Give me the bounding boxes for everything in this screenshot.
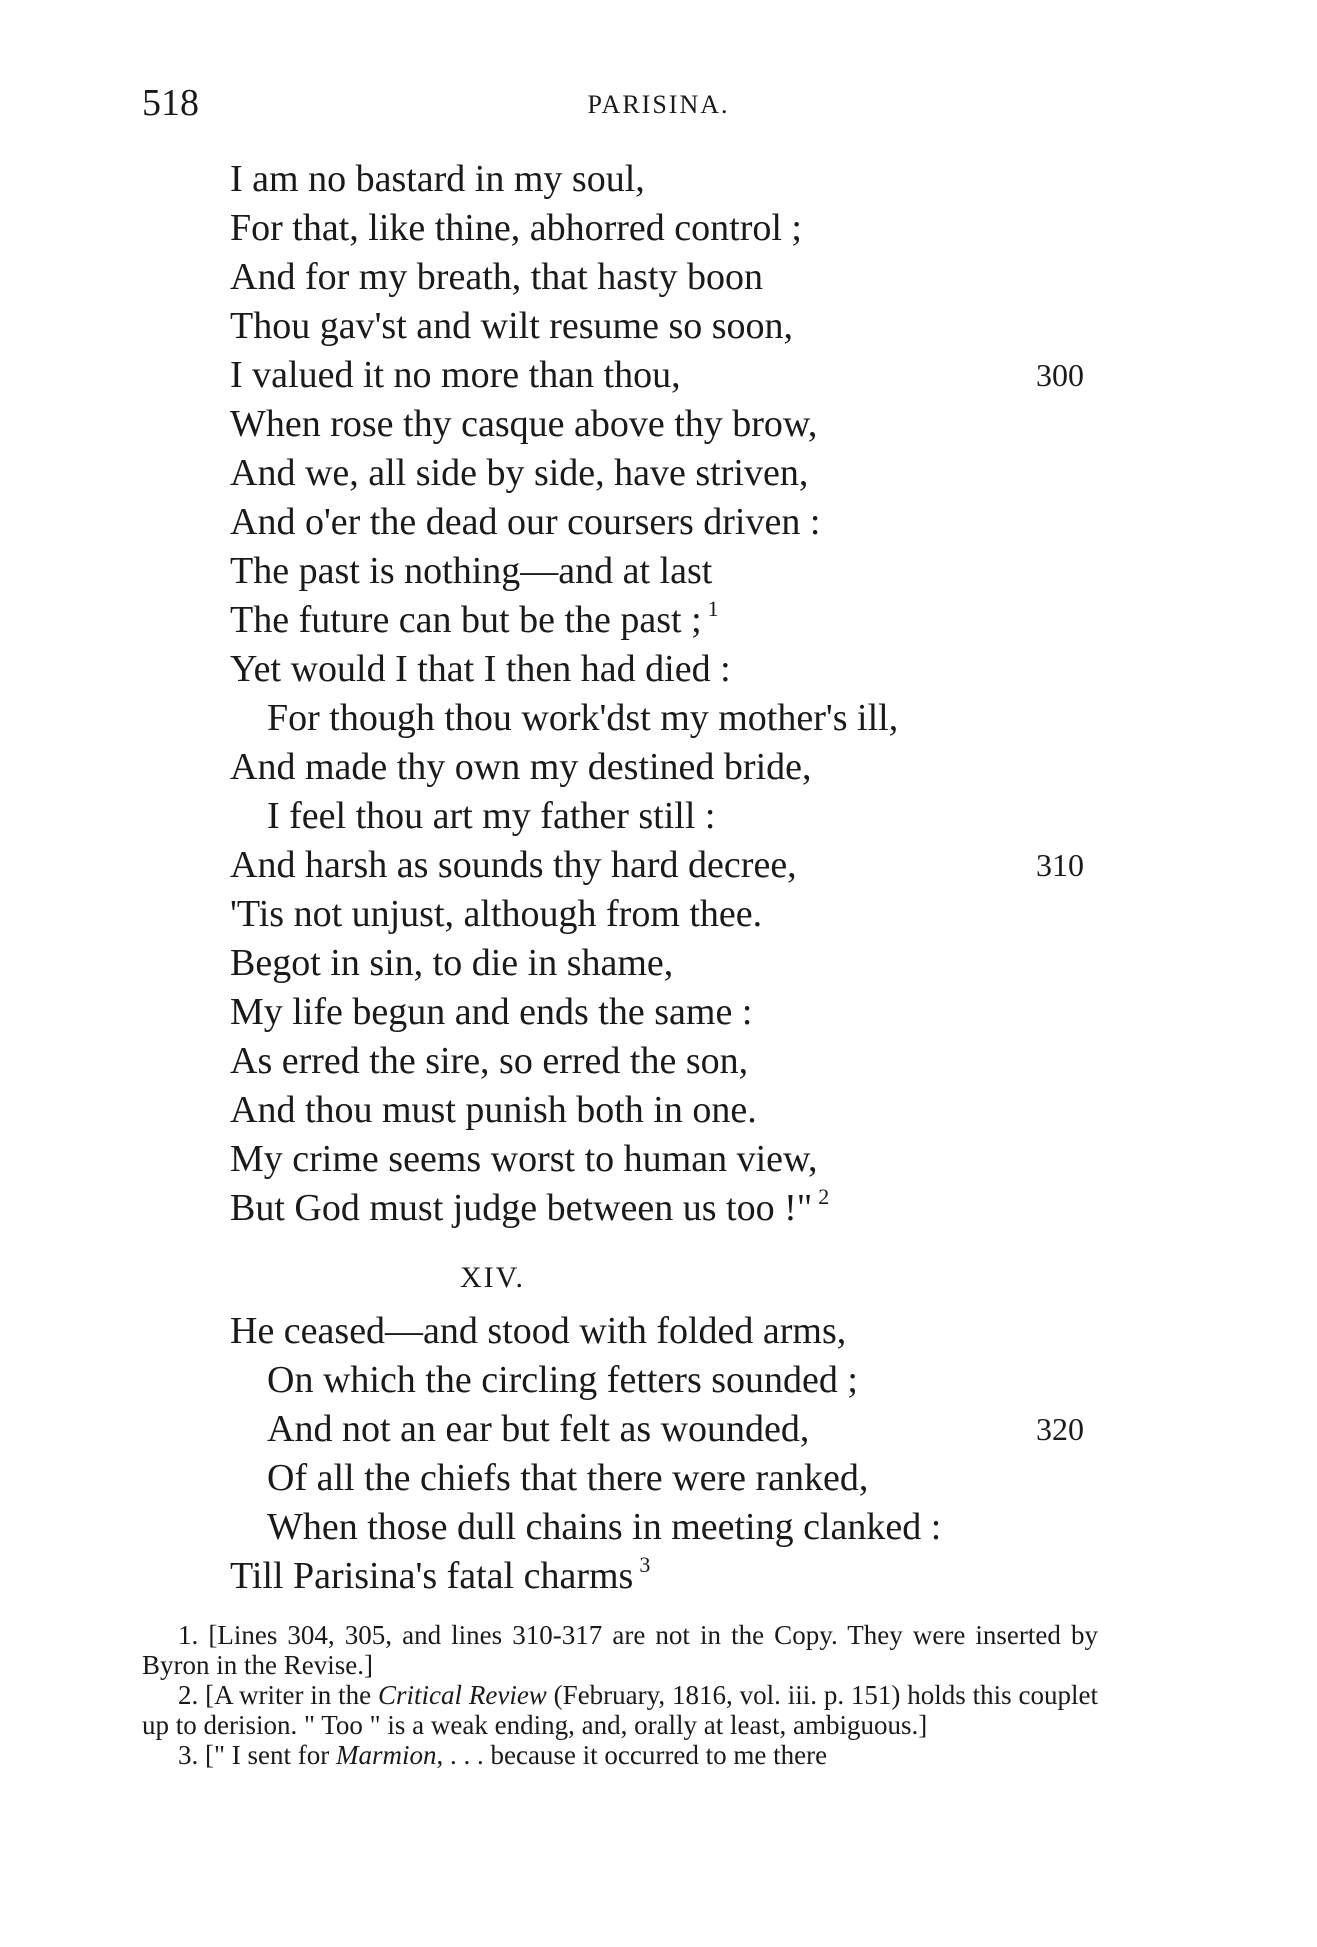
poem-line: For though thou work'dst my mother's ill, (267, 697, 899, 739)
footnotes (142, 1620, 1098, 1770)
poem-line: My life begun and ends the same : (230, 991, 753, 1033)
poem-line: The future can but be the past ; $^1$ (230, 596, 719, 641)
poem-line: I feel thou art my father still : (267, 795, 716, 837)
footnote-2: 2. [A writer in the Critical Review (February, 1816, vol. iii. p. 151) holds this couplet up to derision. " Too " is a weak ending, and, orally at least, ambiguous.] (142, 1680, 1098, 1740)
page-number: 518 (142, 82, 199, 124)
line-number: 320 (1036, 1411, 1084, 1447)
section-heading: XIV. (460, 1261, 525, 1294)
poem-line: And not an ear but felt as wounded, 320 (230, 1405, 1130, 1454)
poem-line: And made thy own my destined bride, (230, 746, 812, 788)
footnote-1: 1. [Lines 304, 305, and lines 310-317 are not in the Copy. They were inserted by Byron in the Revise.] (142, 1620, 1098, 1680)
poem-line: For that, like thine, abhorred control ; (230, 207, 802, 249)
poem-line: Thou gav'st and wilt resume so soon, (230, 305, 794, 347)
poem-line: Yet would I that I then had died : (230, 648, 731, 690)
poem-line: And o'er the dead our coursers driven : (230, 501, 821, 543)
cited-title: Critical Review (378, 1680, 547, 1710)
poem-line: And we, all side by side, have striven, (230, 452, 809, 494)
line-number: 310 (1036, 847, 1084, 883)
footnote-marker: 3 (639, 1552, 651, 1577)
poem-line: 'Tis not unjust, although from thee. (230, 893, 763, 935)
poem-line: And thou must punish both in one. (230, 1089, 757, 1131)
cited-title: Marmion (335, 1740, 437, 1770)
poem-line: Of all the chiefs that there were ranked, (267, 1457, 869, 1499)
poem-line: And harsh as sounds thy hard decree, 310 (230, 841, 1130, 890)
poem-line: On which the circling fetters sounded ; (267, 1359, 858, 1401)
footnote-marker: 1 (707, 596, 719, 621)
poem-line: Begot in sin, to die in shame, (230, 942, 674, 984)
running-title: PARISINA. (587, 90, 730, 119)
line-number: 300 (1036, 357, 1084, 393)
poem-line: I am no bastard in my soul, (230, 158, 645, 200)
poem-line: And for my breath, that hasty boon (230, 256, 763, 298)
poem-line: But God must judge between us too !" $^2$ (230, 1184, 830, 1229)
poem-line: When those dull chains in meeting clanked : (267, 1506, 942, 1548)
poem-line: I valued it no more than thou, 300 (230, 351, 1130, 400)
poem-line: My crime seems worst to human view, (230, 1138, 818, 1180)
poem-line: The past is nothing—and at last (230, 550, 713, 592)
poem-line: As erred the sire, so erred the son, (230, 1040, 749, 1082)
footnote-marker: 2 (818, 1184, 830, 1209)
footnote-3: 3. [" I sent for Marmion, . . . because it occurred to me there (178, 1740, 828, 1770)
poem-line: Till Parisina's fatal charms $^3$ (230, 1552, 651, 1597)
poem-body (230, 155, 1130, 1601)
poem-line: He ceased—and stood with folded arms, (230, 1310, 847, 1352)
poem-line: When rose thy casque above thy brow, (230, 403, 818, 445)
